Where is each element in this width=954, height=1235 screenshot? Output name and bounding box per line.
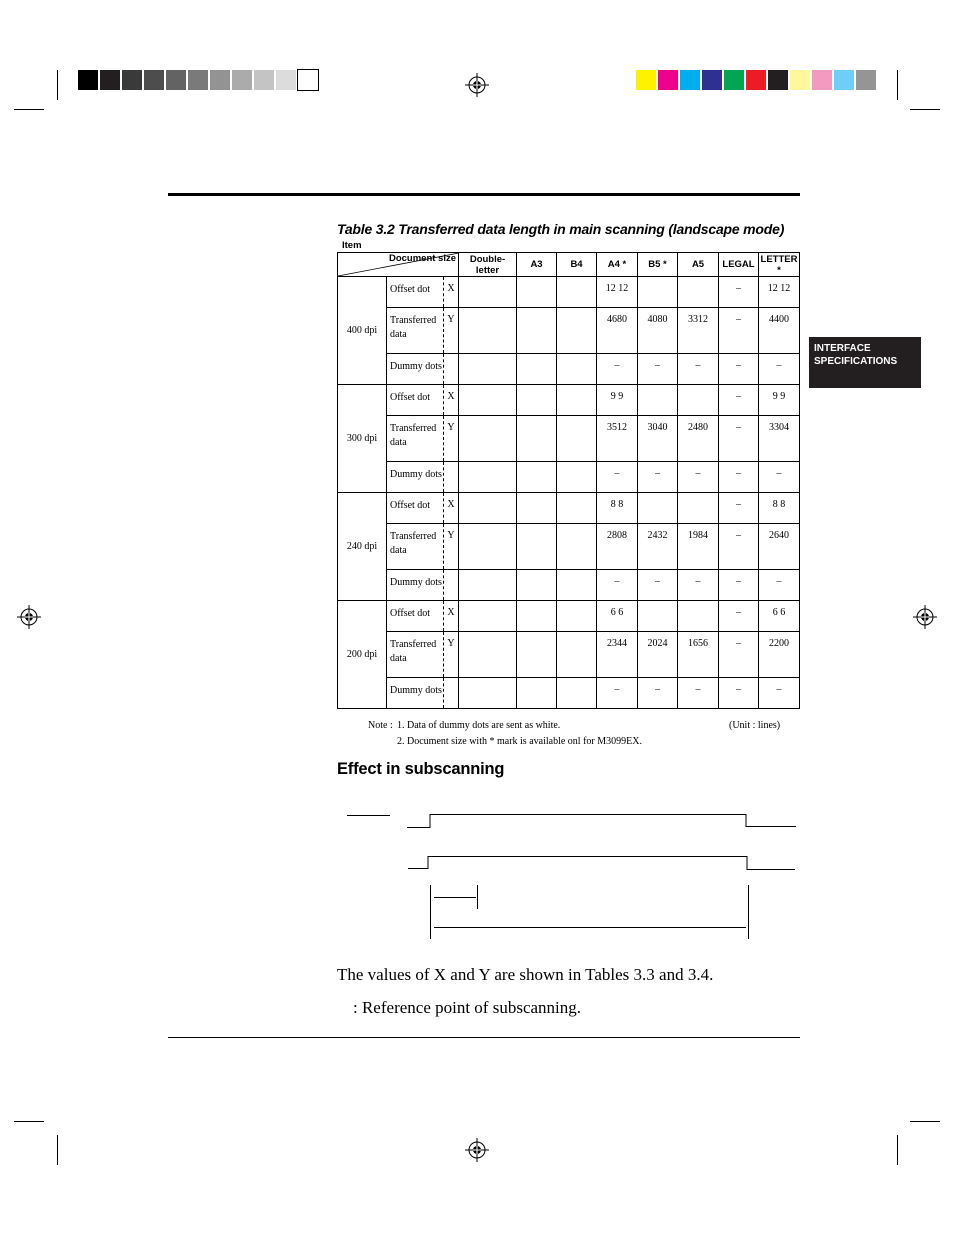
value-cell: – [719, 678, 759, 709]
value-cell: 2432 [638, 524, 678, 570]
value-cell [557, 385, 597, 416]
table-row [338, 493, 800, 524]
gray-swatch [232, 70, 252, 90]
column-header: B4 [557, 253, 597, 277]
corner-document-size-label: Document size [388, 253, 457, 264]
timing-signal-upper [407, 815, 796, 828]
value-cell [638, 277, 678, 308]
gray-swatch [100, 70, 120, 90]
value-cell [557, 524, 597, 570]
column-header: LEGAL [719, 253, 759, 277]
table-row [338, 632, 800, 678]
registration-mark-icon [465, 73, 489, 97]
axis-cell: X [444, 385, 459, 416]
gray-swatch [298, 70, 318, 90]
value-cell: 1984 [678, 524, 719, 570]
axis-cell: Y [444, 632, 459, 678]
value-cell: – [719, 524, 759, 570]
section-tab [809, 337, 921, 388]
axis-cell: X [444, 601, 459, 632]
data-length-table [337, 240, 800, 709]
value-cell [517, 416, 557, 462]
value-cell [678, 385, 719, 416]
value-cell: – [597, 570, 638, 601]
crop-mark [910, 109, 940, 110]
color-swatch [790, 70, 810, 90]
resolution-cell: 300 dpi [338, 385, 387, 493]
table-row [338, 416, 800, 462]
value-cell: 2480 [678, 416, 719, 462]
axis-cell: Y [444, 308, 459, 354]
table-header-row [338, 253, 800, 277]
value-cell: 8 8 [759, 493, 800, 524]
value-cell [678, 493, 719, 524]
value-cell [459, 570, 517, 601]
gray-swatch [188, 70, 208, 90]
color-swatch [812, 70, 832, 90]
body-paragraph-2: : Reference point of subscanning. [353, 998, 582, 1017]
table-row [338, 385, 800, 416]
value-cell: 3040 [638, 416, 678, 462]
value-cell: 2808 [597, 524, 638, 570]
resolution-cell: 400 dpi [338, 277, 387, 385]
value-cell: – [597, 678, 638, 709]
value-cell: – [719, 493, 759, 524]
value-cell [517, 678, 557, 709]
crop-mark [897, 1135, 898, 1165]
crop-mark [910, 1121, 940, 1122]
gray-swatch [144, 70, 164, 90]
value-cell: 12 12 [597, 277, 638, 308]
value-cell [459, 678, 517, 709]
registration-mark-icon [465, 1138, 489, 1162]
color-swatch [658, 70, 678, 90]
section-tab-line1: INTERFACE [814, 343, 871, 354]
table-caption: Table 3.2 Transferred data length in main scanning (landscape mode) [337, 221, 785, 237]
value-cell [459, 601, 517, 632]
color-swatch [702, 70, 722, 90]
table-row [338, 462, 800, 493]
value-cell [638, 493, 678, 524]
table-row [338, 308, 800, 354]
value-cell: 6 6 [597, 601, 638, 632]
value-cell: – [759, 354, 800, 385]
axis-cell: Y [444, 524, 459, 570]
axis-cell: X [444, 493, 459, 524]
value-cell [517, 570, 557, 601]
item-cell: Offset dot [387, 385, 444, 416]
note-line-2: 2. Document size with * mark is available onl for M3099EX. [397, 736, 642, 747]
axis-cell [444, 462, 459, 493]
value-cell [517, 385, 557, 416]
value-cell [557, 493, 597, 524]
value-cell: – [678, 570, 719, 601]
value-cell [517, 524, 557, 570]
value-cell: – [719, 462, 759, 493]
table-row [338, 277, 800, 308]
item-cell: Dummy dots [387, 570, 444, 601]
column-header: A5 [678, 253, 719, 277]
value-cell: 3312 [678, 308, 719, 354]
value-cell [517, 601, 557, 632]
value-cell [459, 524, 517, 570]
value-cell: – [678, 354, 719, 385]
value-cell [459, 354, 517, 385]
value-cell: 3512 [597, 416, 638, 462]
item-cell: Transferred data [387, 308, 444, 354]
table-row [338, 524, 800, 570]
item-cell: Transferred data [387, 524, 444, 570]
value-cell: – [719, 308, 759, 354]
crop-mark [897, 70, 898, 100]
gray-swatch [166, 70, 186, 90]
value-cell: 4400 [759, 308, 800, 354]
item-cell: Transferred data [387, 632, 444, 678]
value-cell: – [638, 678, 678, 709]
value-cell [557, 354, 597, 385]
timing-signal-lower [408, 857, 795, 870]
value-cell [517, 354, 557, 385]
value-cell: 9 9 [759, 385, 800, 416]
value-cell: – [638, 462, 678, 493]
value-cell: – [719, 416, 759, 462]
value-cell [557, 678, 597, 709]
axis-cell [444, 354, 459, 385]
item-cell: Offset dot [387, 493, 444, 524]
table-row [338, 678, 800, 709]
value-cell: – [638, 570, 678, 601]
axis-cell: X [444, 277, 459, 308]
footer-rule [168, 1037, 800, 1038]
value-cell: 12 12 [759, 277, 800, 308]
gray-swatch [122, 70, 142, 90]
value-cell: – [759, 462, 800, 493]
item-cell: Dummy dots [387, 354, 444, 385]
value-cell [459, 308, 517, 354]
note-prefix: Note : [368, 720, 393, 731]
gray-swatch [276, 70, 296, 90]
axis-cell [444, 678, 459, 709]
value-cell: 2344 [597, 632, 638, 678]
column-header: A3 [517, 253, 557, 277]
color-swatch [768, 70, 788, 90]
value-cell [517, 462, 557, 493]
item-cell: Offset dot [387, 277, 444, 308]
column-header: LETTER * [759, 253, 800, 277]
crop-mark [57, 1135, 58, 1165]
color-swatch [746, 70, 766, 90]
value-cell: 2024 [638, 632, 678, 678]
crop-mark [14, 109, 44, 110]
registration-mark-icon [913, 605, 937, 629]
body-paragraph-1: The values of X and Y are shown in Tables 3.3 and 3.4. [337, 965, 714, 984]
value-cell: – [678, 678, 719, 709]
value-cell: – [719, 277, 759, 308]
corner-item-label: Item [342, 240, 362, 251]
table-corner-cell [338, 240, 459, 277]
color-swatch [680, 70, 700, 90]
color-swatch [856, 70, 876, 90]
resolution-cell: 240 dpi [338, 493, 387, 601]
table-row [338, 354, 800, 385]
gray-swatch [78, 70, 98, 90]
value-cell [459, 416, 517, 462]
value-cell: 3304 [759, 416, 800, 462]
value-cell [638, 385, 678, 416]
color-swatch [834, 70, 854, 90]
registration-mark-icon [17, 605, 41, 629]
value-cell: – [719, 354, 759, 385]
value-cell [459, 493, 517, 524]
value-cell: 2200 [759, 632, 800, 678]
value-cell: 8 8 [597, 493, 638, 524]
value-cell [517, 632, 557, 678]
value-cell [459, 632, 517, 678]
value-cell [678, 601, 719, 632]
crop-mark [57, 70, 58, 100]
header-rule [168, 193, 800, 196]
value-cell [557, 462, 597, 493]
item-cell: Dummy dots [387, 462, 444, 493]
value-cell: 4680 [597, 308, 638, 354]
value-cell [459, 277, 517, 308]
value-cell [678, 277, 719, 308]
axis-cell [444, 570, 459, 601]
value-cell [557, 632, 597, 678]
section-heading: Effect in subscanning [337, 760, 505, 778]
value-cell: 1656 [678, 632, 719, 678]
value-cell: – [597, 354, 638, 385]
gray-swatch [254, 70, 274, 90]
note-unit: (Unit : lines) [729, 720, 781, 731]
value-cell: – [719, 632, 759, 678]
value-cell: 9 9 [597, 385, 638, 416]
axis-cell: Y [444, 416, 459, 462]
value-cell: – [678, 462, 719, 493]
value-cell [638, 601, 678, 632]
value-cell [517, 308, 557, 354]
table-row [338, 570, 800, 601]
value-cell: 2640 [759, 524, 800, 570]
subscanning-timing-diagram [340, 805, 800, 945]
value-cell: 4080 [638, 308, 678, 354]
table-row [338, 601, 800, 632]
column-header: Double-letter [459, 253, 517, 277]
crop-mark [14, 1121, 44, 1122]
color-swatch [724, 70, 744, 90]
item-cell: Offset dot [387, 601, 444, 632]
value-cell [517, 493, 557, 524]
resolution-cell: 200 dpi [338, 601, 387, 709]
item-cell: Transferred data [387, 416, 444, 462]
value-cell: – [638, 354, 678, 385]
note-line-1: 1. Data of dummy dots are sent as white. [397, 720, 561, 731]
value-cell: 6 6 [759, 601, 800, 632]
column-header: A4 * [597, 253, 638, 277]
value-cell [459, 385, 517, 416]
value-cell: – [759, 678, 800, 709]
section-tab-line2: SPECIFICATIONS [814, 356, 898, 367]
value-cell: – [719, 570, 759, 601]
value-cell: – [759, 570, 800, 601]
value-cell: – [719, 601, 759, 632]
value-cell [557, 570, 597, 601]
value-cell [557, 277, 597, 308]
item-cell: Dummy dots [387, 678, 444, 709]
value-cell [459, 462, 517, 493]
value-cell [557, 416, 597, 462]
value-cell [557, 601, 597, 632]
value-cell: – [719, 385, 759, 416]
column-header: B5 * [638, 253, 678, 277]
gray-swatch [210, 70, 230, 90]
value-cell [557, 308, 597, 354]
color-swatch [636, 70, 656, 90]
value-cell [517, 277, 557, 308]
value-cell: – [597, 462, 638, 493]
